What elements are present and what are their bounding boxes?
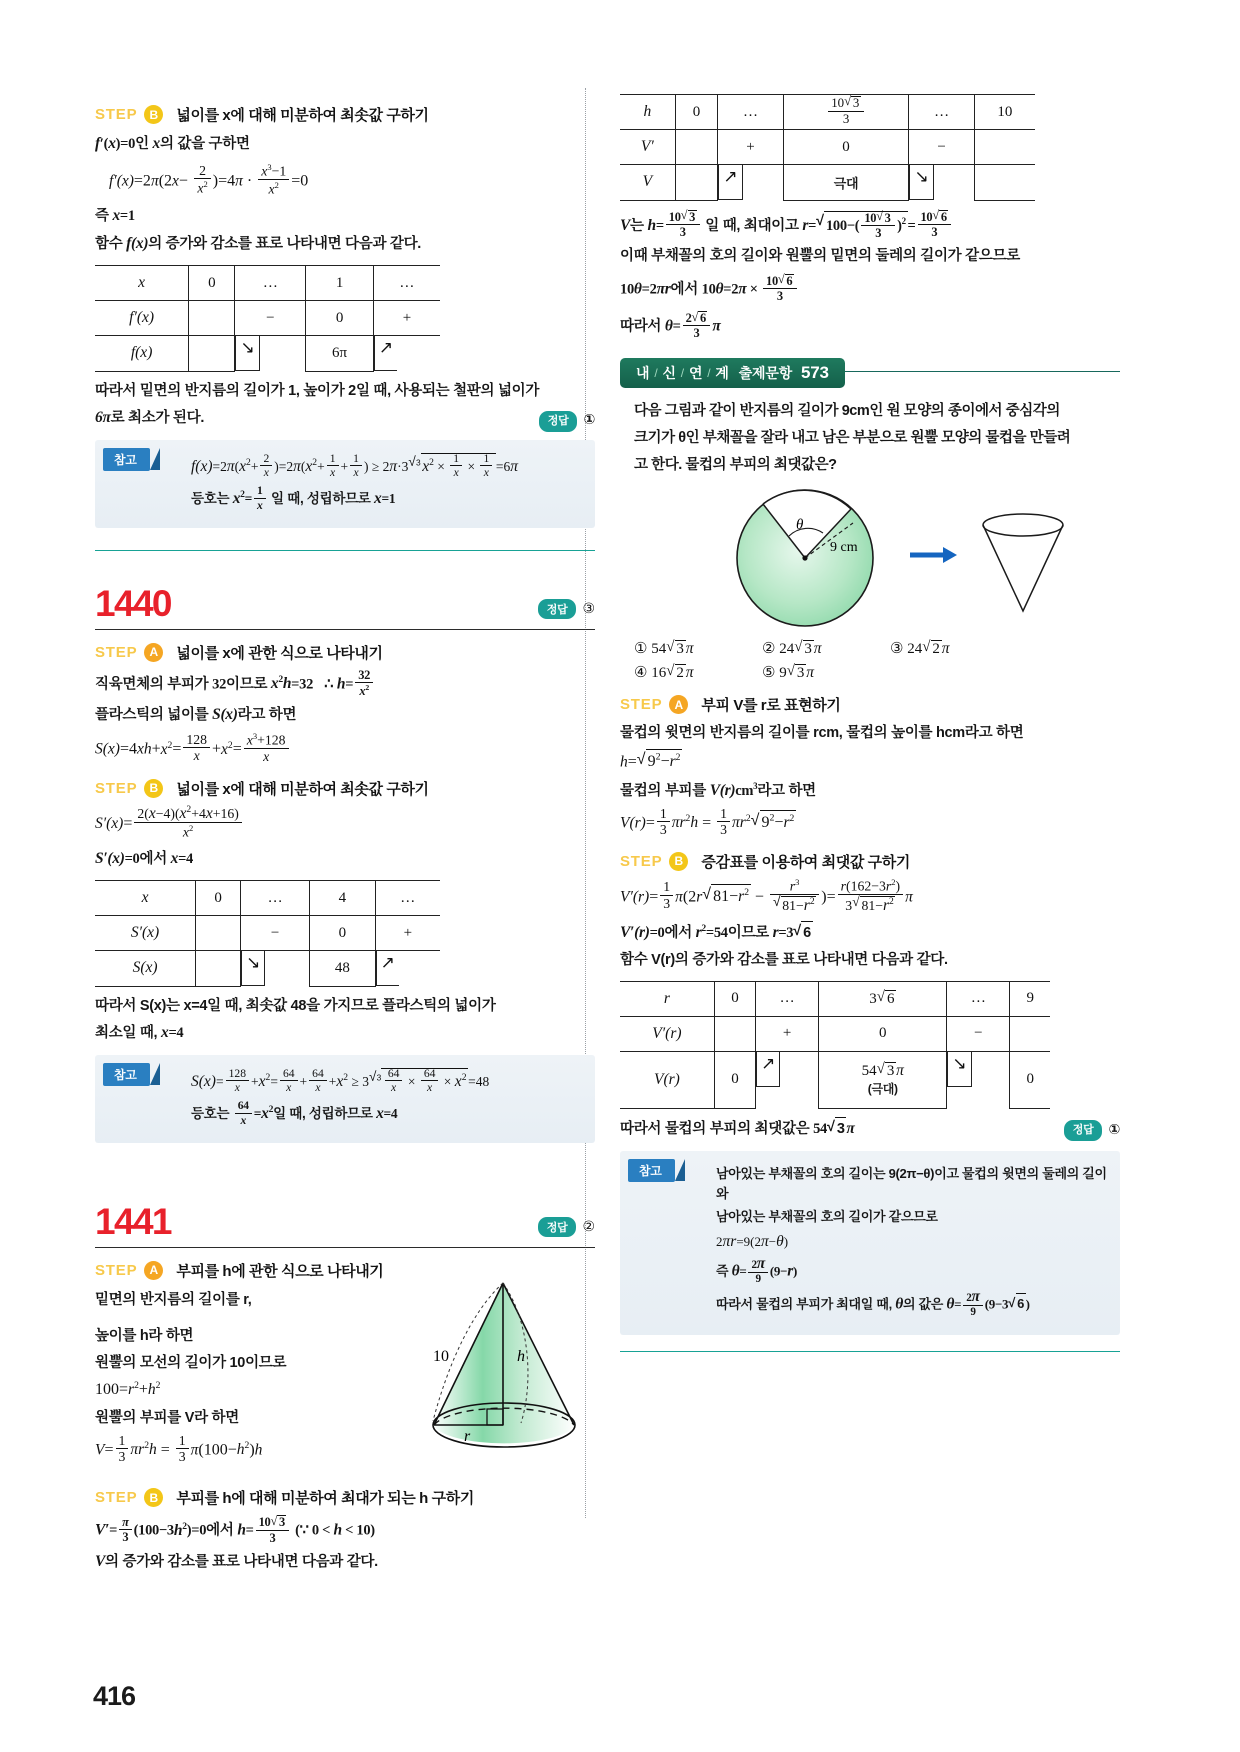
cell: … [947, 981, 1010, 1016]
step-word: STEP [620, 852, 663, 870]
nsc-char: 연 [688, 364, 703, 381]
step-word: STEP [95, 1489, 138, 1507]
choice-list [634, 639, 1120, 682]
table-row [95, 951, 440, 987]
choice-mark: ② [762, 641, 776, 658]
solution-line: 물컵의 부피를 $V(r)cm^3$라고 하면 [620, 780, 816, 799]
note-line: 등호는 $\frac{64}{x}$ $=x^2$일 때, 성립하므로 x=4 [191, 1099, 398, 1127]
table-row [620, 165, 1035, 201]
cell: V′ [620, 130, 675, 165]
solution-line: h= √ $9^2-r^2$ [620, 749, 1120, 775]
label-height: h [517, 1347, 525, 1365]
cell: h [620, 95, 675, 130]
nsc-tag [620, 358, 845, 388]
cell: $\frac{10 √ 3}{3}$ [783, 95, 909, 130]
cell: V′(r) [620, 1016, 714, 1051]
choice-row [634, 639, 1120, 658]
solution-line: V는 h= $\frac{10 √ 3}{3}$ 일 때, 최대이고 r= √ 100−( $\frac{10 √ 3}{3}$ )$^2$ = $\frac{10 √ 6}{3}$ [620, 211, 1120, 241]
solution-line: 높이를 h라 하면 [95, 1328, 194, 1345]
cell: … [375, 881, 440, 916]
cone-figure [393, 1275, 613, 1465]
cell: 0 [714, 1051, 755, 1108]
cell [675, 130, 718, 165]
table-row [95, 881, 440, 916]
nsc-question [620, 388, 1120, 478]
answer-label: 정답 [1064, 1120, 1103, 1141]
cell [675, 165, 718, 201]
cell: … [909, 95, 974, 130]
solution-line: V′(r)=0에서 $r^2=54$이므로 r=3 √ 6 [620, 921, 1120, 945]
cell: 0 [1010, 1051, 1050, 1108]
choice-item[interactable]: ③ 24 √ 2 π [890, 639, 1018, 658]
radius-label: 9 cm [830, 540, 858, 556]
solution-line: 함수 V(r)의 증가와 감소를 표로 나타내면 다음과 같다. [620, 952, 948, 969]
cell: r [620, 981, 714, 1016]
note-box-1440 [95, 1055, 595, 1143]
cell: ↗ [376, 951, 399, 986]
nsc-number: 573 [801, 362, 829, 382]
step-header-a [95, 642, 595, 663]
equation-vprime: V′(r)= $\frac{1}{3}$ π(2r √ $81-r^2$ − $r^3$ √ $81-r^2$ )= $\frac{r(162-3r^2)}{3 √ 81-r^2}$ π [620, 879, 1120, 915]
solution-line: 즉 x=1 [95, 207, 135, 225]
solution-line: 물컵의 윗면의 반지름의 길이를 rcm, 물컵의 높이를 hcm라고 하면 [620, 725, 1024, 742]
note-line: 남아있는 부채꼴의 호의 길이는 9(2π−θ)이고 물컵의 윗면의 둘레의 길이와 [716, 1165, 1107, 1201]
step-header-a [620, 694, 1120, 715]
problem-number: 1441 [95, 1200, 171, 1242]
solution-line: 최소일 때, x=4 [95, 1024, 184, 1042]
theta-label: θ [796, 517, 804, 534]
cell: 0 [196, 881, 241, 916]
cell: 0 [310, 916, 376, 951]
cell [974, 165, 1035, 201]
solution-line: 따라서 물컵의 부피의 최댓값은 54 √ 3 π 정답 ① [620, 1117, 1120, 1141]
note-line: 따라서 물컵의 부피가 최대일 때, θ의 값은 θ= $\frac{2\pi}{9}$ (9−3 √ 6 ) [716, 1290, 1108, 1320]
cell: 0 [306, 301, 374, 336]
step-badge-a: A [144, 643, 163, 662]
step-badge-b: B [669, 852, 688, 871]
step-word: STEP [95, 643, 138, 661]
choice-item[interactable]: ⑤ 9 √ 3 π [762, 663, 890, 682]
equation-sx: $S(x)=4xh+x^2=$ $\frac{128}{x}$ $+x^2=$ $\frac{x^3+128}{x}$ [95, 733, 595, 765]
variation-table-1 [95, 265, 440, 372]
step-badge-a: A [144, 1261, 163, 1280]
cell: x [95, 881, 196, 916]
answer-choice: ② [582, 1218, 595, 1235]
table-row [620, 95, 1035, 130]
step-badge-a: A [669, 695, 688, 714]
slash: / [707, 365, 711, 380]
cell [1010, 1016, 1050, 1051]
step-title: 부피 V를 r로 표현하기 [701, 697, 841, 715]
cell [974, 130, 1035, 165]
cell: ↗ [374, 336, 397, 371]
step-badge-b: B [144, 779, 163, 798]
cell: ↘ [909, 165, 933, 200]
cell: 3 √ 6 [819, 981, 947, 1016]
solution-line: V′= $\frac{\pi}{3}$ $(100-3h^2)=0$에서 h= $\frac{10 √ 3}{3}$ (∵ 0 < h < 10) [95, 1516, 595, 1545]
cell: … [718, 95, 783, 130]
slash: / [680, 365, 684, 380]
label-radius: r [464, 1427, 471, 1445]
cell: x [95, 266, 189, 301]
step-word: STEP [620, 696, 663, 714]
cell [196, 951, 241, 987]
cell: 54 √ 3 π (극대) [819, 1051, 947, 1108]
choice-row [634, 663, 1120, 682]
cell: ↗ [718, 165, 742, 200]
variation-table-top [620, 94, 1035, 201]
variation-table-1440 [95, 880, 440, 987]
cell: 0 [819, 1016, 947, 1051]
cell: + [373, 301, 440, 336]
cell: 1 [306, 266, 374, 301]
table-row [620, 130, 1035, 165]
cell: + [718, 130, 783, 165]
table-row [95, 336, 440, 372]
table-row [95, 301, 440, 336]
left-column [95, 92, 595, 1578]
answer-badge [1064, 1120, 1120, 1142]
choice-item[interactable]: ④ 16 √ 2 π [634, 663, 762, 682]
nsc-char: 계 [715, 364, 729, 381]
table-row [95, 916, 440, 951]
solution-line: 6π로 최소가 된다. 정답 ① [95, 406, 595, 430]
choice-mark: ① [634, 641, 648, 658]
table-row [620, 1016, 1050, 1051]
cell: V(r) [620, 1051, 714, 1108]
step-header-b [95, 778, 595, 799]
equation-sprime: S′(x)= $\frac{2(x-4)(x^2+4x+16)}{x^2}$ [95, 806, 595, 841]
step-title: 넓이를 x에 대해 미분하여 최솟값 구하기 [176, 107, 429, 124]
cell [714, 1016, 755, 1051]
rule [95, 1247, 595, 1248]
solution-line: $100=r^2+h^2$ [95, 1380, 161, 1399]
cell: 10 [974, 95, 1035, 130]
cell: S(x) [95, 951, 196, 987]
answer-choice: ③ [582, 600, 595, 617]
cell: − [241, 916, 310, 951]
nsc-section-header [620, 358, 1120, 388]
question-line: 크기가 θ인 부채꼴을 잘라 내고 남은 부분으로 원뿔 모양의 물컵을 만들려 [634, 429, 1071, 446]
step-badge-b: B [144, 105, 163, 124]
step-header-b [620, 851, 1120, 872]
answer-choice: ① [583, 412, 595, 429]
cell: … [241, 881, 310, 916]
cell: 48 [310, 951, 376, 987]
solution-line: 10θ=2πr에서 10θ=2π × $\frac{10 √ 6}{3}$ [620, 275, 1120, 304]
solution-line: S′(x)=0에서 x=4 [95, 850, 194, 868]
cell: ↘ [947, 1052, 971, 1087]
step-word: STEP [95, 106, 138, 123]
cell: 6π [306, 336, 374, 372]
choice-mark: ⑤ [762, 665, 776, 682]
nsc-char: 내 [636, 364, 650, 381]
cell: − [947, 1016, 1010, 1051]
cell: … [756, 981, 819, 1016]
step-word: STEP [95, 1261, 138, 1279]
choice-mark: ③ [890, 641, 904, 658]
rule [95, 629, 595, 630]
section-divider [620, 1351, 1120, 1352]
cell: ↘ [241, 951, 265, 986]
step-title: 넓이를 x에 대해 미분하여 최솟값 구하기 [176, 780, 429, 798]
problem-1441-header [95, 1200, 595, 1248]
note-box-1 [95, 440, 595, 528]
cell: 0 [675, 95, 718, 130]
note-line: 즉 θ= $\frac{2\pi}{9}$ (9−r) [716, 1255, 798, 1286]
answer-label: 정답 [538, 1217, 577, 1237]
note-line: 등호는 $x^2=$ $\frac{1}{x}$ 일 때, 성립하므로 x=1 [191, 484, 396, 512]
note-tab-label: 참고 [628, 1159, 675, 1182]
cell [189, 301, 235, 336]
solution-line: 플라스틱의 넓이를 S(x)라고 하면 [95, 706, 297, 724]
answer-badge [538, 1217, 595, 1237]
cell: f(x) [95, 336, 189, 372]
cell: … [235, 266, 306, 301]
table-row [620, 1051, 1050, 1108]
section-divider [95, 550, 595, 551]
cell: 4 [310, 881, 376, 916]
question-line: 다음 그림과 같이 반지름의 길이가 9cm인 원 모양의 종이에서 중심각의 [634, 402, 1060, 419]
slash: / [654, 365, 658, 380]
answer-badge [538, 599, 595, 619]
problem-number: 1440 [95, 582, 171, 624]
solution-line: 이때 부채꼴의 호의 길이와 원뿔의 밑면의 둘레의 길이가 같으므로 [620, 247, 1020, 264]
page-edge [0, 0, 22, 1752]
table-row [95, 266, 440, 301]
choice-mark: ④ [634, 665, 648, 682]
step-title: 부피를 h에 관한 식으로 나타내기 [176, 1262, 384, 1280]
note-box-right [620, 1151, 1120, 1335]
right-column [620, 92, 1120, 1352]
note-line: 남아있는 부채꼴의 호의 길이가 같으므로 [716, 1208, 938, 1224]
step-badge-b: B [144, 1488, 163, 1507]
solution-line: f′(x)=0인 x의 값을 구하면 [95, 135, 250, 152]
step-header-cont [95, 104, 595, 125]
solution-line: 직육면체의 부피가 32이므로 $x^2h=32$ ∴ h= $\frac{32}{x^2}$ [95, 670, 595, 699]
cell: f′(x) [95, 301, 189, 336]
equation-vr: V(r)= $\frac{1}{3}$ $\pi r^2h$ = $\frac{1}{3}$ $\pi r^2$ √ $9^2-r^2$ [620, 808, 1120, 839]
solution-line: 밑면의 반지름의 길이를 r, [95, 1291, 252, 1308]
cell: − [909, 130, 974, 165]
equation-volume: V= $\frac{1}{3}$ $\pi r^2h$ = $\frac{1}{3}$ $\pi(100-h^2)h$ [95, 1432, 263, 1464]
cell [189, 336, 235, 372]
note-line: $f(x)=2\pi(x^2+$ $\frac{2}{x}$ )$=2\pi(x^2+$ $\frac{1}{x}$ + $\frac{1}{x}$ ) ≥ 2π·3 √ $^3$ $x^2$ × $\frac{1}{x}$ × $\frac{1}{x}$ =6π [191, 453, 583, 480]
table-row [620, 981, 1050, 1016]
cell: + [375, 916, 440, 951]
cell: 9 [1010, 981, 1050, 1016]
nsc-rest: 출제문항 [738, 364, 793, 381]
question-line: 고 한다. 물컵의 부피의 최댓값은? [634, 456, 837, 473]
step-title: 증감표를 이용하여 최댓값 구하기 [701, 853, 910, 871]
note-tab-label: 참고 [103, 448, 150, 471]
cell: ↘ [235, 336, 259, 371]
step-word: STEP [95, 779, 138, 797]
answer-badge [539, 410, 595, 432]
choice-item[interactable]: ① 54 √ 3 π [634, 639, 762, 658]
cell: V [620, 165, 675, 201]
nsc-char: 신 [662, 364, 676, 381]
cell: + [756, 1016, 819, 1051]
solution-line: 따라서 S(x)는 x=4일 때, 최솟값 48을 가지므로 플라스틱의 넓이가 [95, 997, 496, 1014]
note-tab-label: 참고 [103, 1063, 150, 1086]
label-slant: 10 [433, 1347, 449, 1365]
problem-1440-header [95, 582, 595, 630]
step-title: 넓이를 x에 관한 식으로 나타내기 [176, 644, 383, 662]
solution-line: 따라서 θ= $\frac{2 √ 6}{3}$ π [620, 312, 1120, 341]
step-title: 부피를 h에 대해 미분하여 최대가 되는 h 구하기 [176, 1490, 474, 1508]
cell: 0 [783, 130, 909, 165]
solution-line: 원뿔의 모선의 길이가 10이므로 [95, 1354, 287, 1371]
variation-table-bottom [620, 981, 1050, 1109]
answer-label: 정답 [538, 599, 577, 619]
solution-line: 함수 f(x)의 증가와 감소를 표로 나타내면 다음과 같다. [95, 235, 422, 253]
choice-item[interactable]: ② 24 √ 3 π [762, 639, 890, 658]
answer-choice: ① [1108, 1121, 1120, 1138]
equation-fprime: f′(x)=2π(2x− $\frac{2}{x^2}$ )=4π · $\frac{x^3-1}{x^2}$ =0 [109, 162, 309, 197]
cell: 0 [714, 981, 755, 1016]
note-line: 2πr=9(2π−θ) [716, 1232, 789, 1250]
answer-label: 정답 [539, 411, 578, 432]
cell [196, 916, 241, 951]
cell: S′(x) [95, 916, 196, 951]
step-header-b [95, 1487, 595, 1508]
cell: − [235, 301, 306, 336]
cell: ↗ [756, 1052, 780, 1087]
solution-line: 따라서 밑면의 반지름의 길이가 1, 높이가 2일 때, 사용되는 철판의 넓이가 [95, 382, 540, 399]
sector-cone-figure [620, 483, 1120, 633]
page-number: 416 [93, 1681, 136, 1711]
cell: … [373, 266, 440, 301]
note-line: S(x)= $\frac{128}{x}$ $+x^2=$ $\frac{64}{x}$ + $\frac{64}{x}$ $+x^2 \ge 3$ √ $^3$ $\frac{64}{x}$ × $\frac{64}{x}$ × $x^2 =48$ [191, 1068, 583, 1095]
cell: 극대 [783, 165, 909, 201]
solution-line: V의 증가와 감소를 표로 나타내면 다음과 같다. [95, 1552, 378, 1570]
cell: 0 [189, 266, 235, 301]
solution-line: 원뿔의 부피를 V라 하면 [95, 1410, 239, 1427]
